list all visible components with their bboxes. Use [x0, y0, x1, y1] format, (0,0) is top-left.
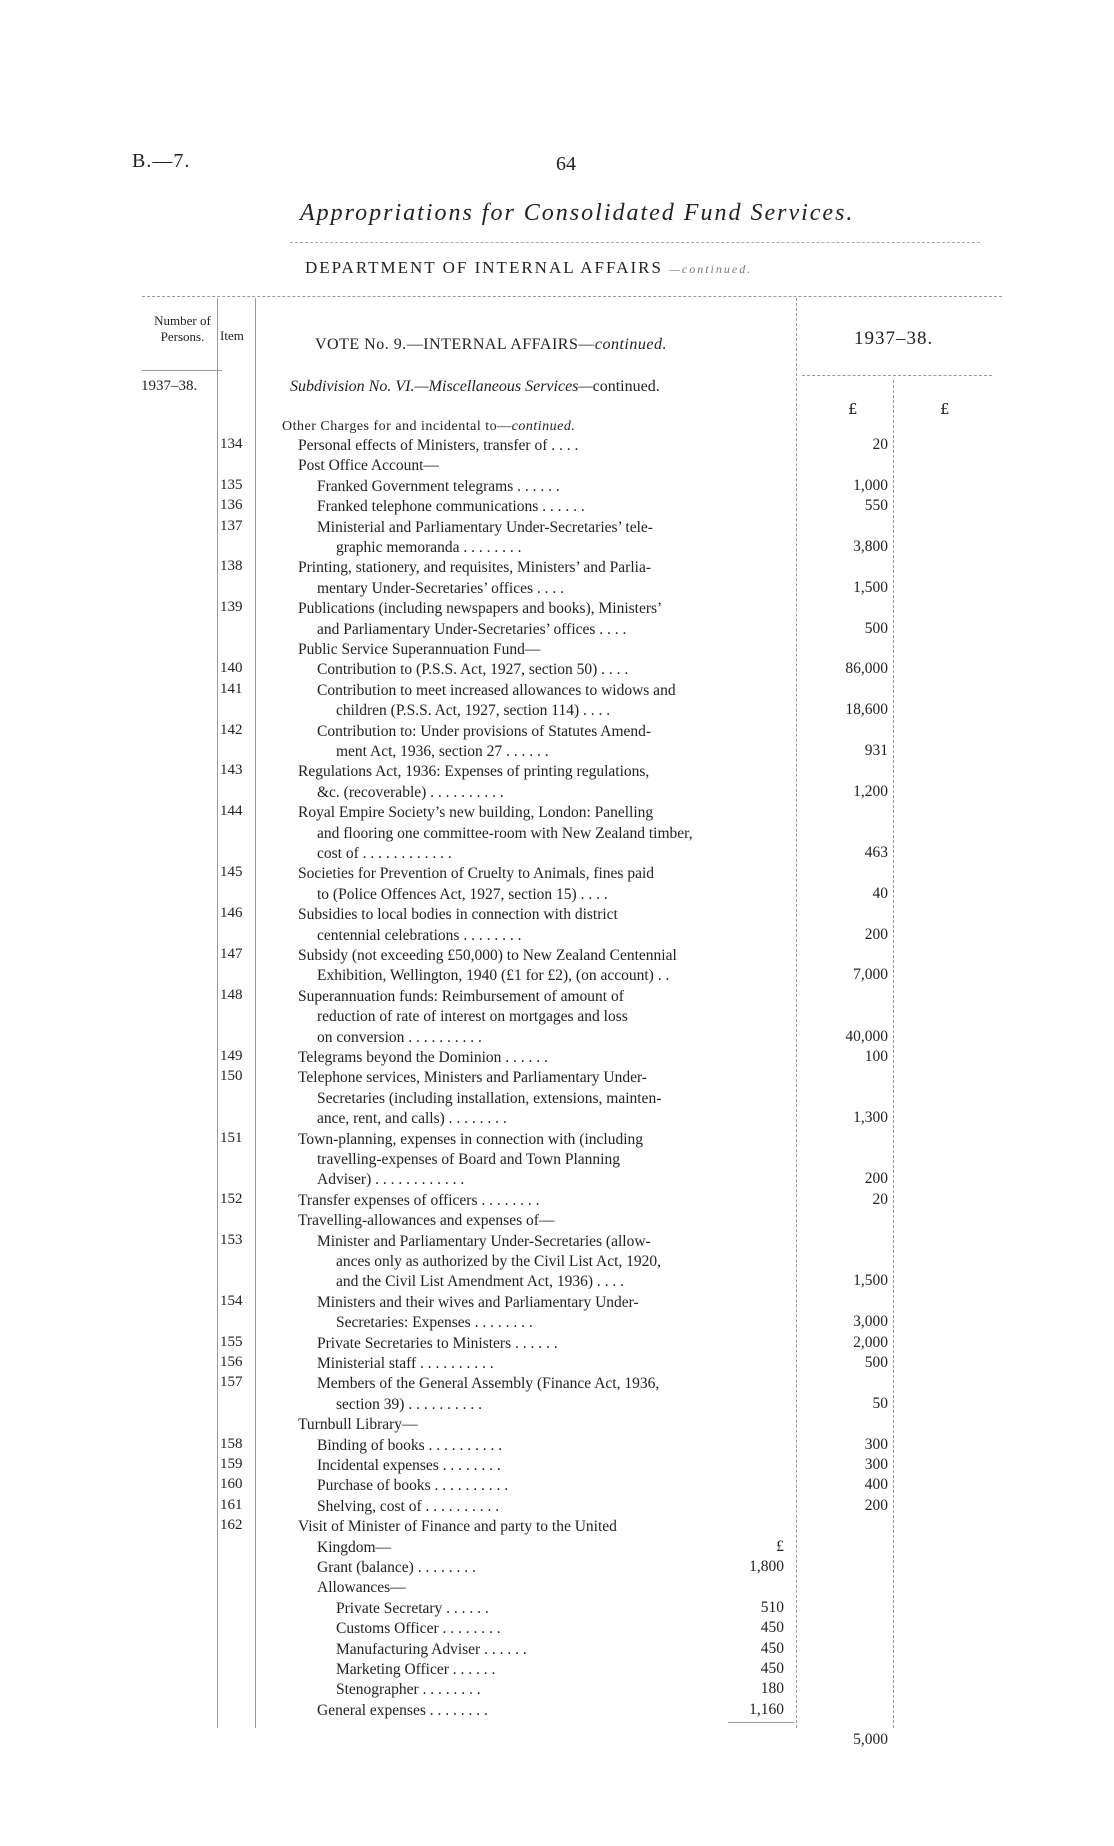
column-divider-item: [255, 298, 256, 1728]
line-description: on conversion . . . . . . . . . .: [317, 1028, 482, 1046]
column-divider-description: [796, 298, 797, 1728]
line-description: Ministerial and Parliamentary Under-Secretaries’ tele-: [317, 518, 653, 536]
line-description: Post Office Account—: [298, 457, 439, 475]
line-amount: 40,000: [845, 1027, 888, 1045]
line-amount: 1,500: [853, 578, 888, 596]
item-number: 147: [220, 946, 243, 962]
line-description: Printing, stationery, and requisites, Ministers’ and Parlia-: [298, 559, 651, 577]
persons-header-rule: [142, 370, 222, 371]
line-description: Telephone services, Ministers and Parliamentary Under-: [298, 1069, 647, 1087]
line-description: Subsidies to local bodies in connection with district: [298, 906, 618, 924]
line-description: children (P.S.S. Act, 1927, section 114) . . . .: [336, 702, 611, 720]
item-number: 140: [220, 660, 243, 677]
line-amount: 550: [864, 497, 888, 515]
line-description: Contribution to (P.S.S. Act, 1927, section 50) . . . .: [317, 661, 629, 679]
line-description: ment Act, 1936, section 27 . . . . . .: [336, 743, 549, 760]
item-number: 148: [220, 986, 243, 1003]
line-description: Societies for Prevention of Cruelty to Animals, fines paid: [298, 865, 655, 883]
line-description: Customs Officer . . . . . . . .: [336, 1620, 501, 1638]
sub-amount: 450: [760, 1660, 784, 1677]
item-number: 144: [220, 803, 243, 820]
line-amount: 200: [864, 1170, 888, 1188]
line-description: Visit of Minister of Finance and party to the United: [298, 1518, 617, 1536]
line-description: Minister and Parliamentary Under-Secretaries (allow-: [317, 1232, 651, 1250]
item-number: 153: [220, 1231, 243, 1248]
line-description: Incidental expenses . . . . . . . .: [317, 1457, 501, 1474]
line-description: to (Police Offences Act, 1927, section 15) . . . .: [317, 885, 608, 903]
line-amount: 3,800: [853, 538, 888, 555]
line-description: Publications (including newspapers and books), Ministers’: [298, 600, 663, 618]
item-number: 141: [220, 680, 243, 697]
sub-amount: £: [776, 1537, 784, 1555]
subdivision-heading: Subdivision No. VI.—Miscellaneous Services—continued.: [290, 378, 660, 395]
line-amount: 1,300: [853, 1109, 888, 1127]
sub-amount: 450: [760, 1619, 784, 1637]
line-amount: 7,000: [853, 966, 888, 984]
line-description: Stenographer . . . . . . . .: [336, 1681, 481, 1699]
item-number: 154: [220, 1292, 243, 1309]
line-amount: 20: [872, 1190, 888, 1208]
line-description: Exhibition, Wellington, 1940 (£1 for £2), (on account) . .: [317, 967, 670, 985]
line-amount: 5,000: [853, 1731, 888, 1749]
line-description: and Parliamentary Under-Secretaries’ offices . . . .: [317, 620, 627, 638]
line-description: Adviser) . . . . . . . . . . . .: [317, 1171, 465, 1189]
line-description: &c. (recoverable) . . . . . . . . . .: [317, 783, 504, 801]
item-number: 143: [220, 762, 243, 779]
item-number: 155: [220, 1333, 243, 1350]
line-description: Telegrams beyond the Dominion . . . . . .: [298, 1049, 548, 1066]
line-amount: 200: [864, 925, 888, 943]
line-amount: 500: [864, 1354, 888, 1371]
line-description: Contribution to meet increased allowances to widows and: [317, 681, 676, 699]
amount-header-rule: [802, 375, 992, 376]
item-number: 160: [220, 1476, 243, 1493]
line-description: Superannuation funds: Reimbursement of amount of: [298, 987, 624, 1005]
currency-symbol-amount: £: [848, 400, 858, 418]
line-amount: 1,200: [853, 782, 888, 800]
line-amount: 300: [864, 1456, 888, 1473]
line-description: Transfer expenses of officers . . . . . . . .: [298, 1191, 540, 1209]
line-amount: 931: [864, 742, 888, 759]
sub-amount: 510: [760, 1598, 784, 1616]
line-amount: 463: [864, 844, 888, 861]
line-amount: 1,500: [853, 1272, 888, 1290]
sub-amount: 1,160: [749, 1700, 784, 1718]
line-description: Subsidy (not exceeding £50,000) to New Zealand Centennial: [298, 947, 677, 964]
column-divider-amount: [893, 380, 894, 1728]
item-number: 146: [220, 905, 243, 922]
page-number: 64: [556, 153, 576, 175]
item-number: 139: [220, 599, 243, 616]
item-number: 136: [220, 497, 243, 514]
line-description: Marketing Officer . . . . . .: [336, 1661, 496, 1678]
item-number: 158: [220, 1435, 243, 1452]
column-header-year: 1937–38.: [854, 328, 934, 349]
other-charges-heading: Other Charges for and incidental to—continued.: [282, 419, 576, 434]
line-description: Kingdom—: [317, 1538, 392, 1556]
item-number: 151: [220, 1129, 243, 1146]
line-amount: 300: [864, 1435, 888, 1453]
line-description: reduction of rate of interest on mortgages and loss: [317, 1008, 628, 1026]
line-amount: 400: [864, 1476, 888, 1494]
line-description: Ministers and their wives and Parliamentary Under-: [317, 1293, 639, 1311]
item-number: 161: [220, 1496, 243, 1513]
sub-amount: 450: [760, 1639, 784, 1657]
sub-amount: 180: [760, 1680, 784, 1698]
column-divider-persons: [217, 298, 218, 1728]
line-amount: 200: [864, 1496, 888, 1514]
item-number: 138: [220, 558, 243, 575]
line-description: section 39) . . . . . . . . . .: [336, 1395, 482, 1413]
line-description: Royal Empire Society’s new building, London: Panelling: [298, 804, 654, 822]
persons-year-label: 1937–38.: [141, 378, 198, 394]
line-description: centennial celebrations . . . . . . . .: [317, 926, 522, 944]
line-description: Franked telephone communications . . . . . .: [317, 498, 585, 516]
line-amount: 50: [872, 1394, 888, 1412]
item-number: 159: [220, 1456, 243, 1472]
line-description: Public Service Superannuation Fund—: [298, 641, 541, 658]
line-description: graphic memoranda . . . . . . . .: [336, 539, 522, 556]
subtotal-rule: [728, 1722, 794, 1723]
line-description: Private Secretaries to Ministers . . . . . .: [317, 1334, 558, 1352]
column-header-number-of-persons: Number of Persons.: [154, 313, 211, 344]
line-description: ance, rent, and calls) . . . . . . . .: [317, 1110, 507, 1128]
line-amount: 18,600: [845, 701, 888, 719]
line-amount: 500: [864, 619, 888, 637]
line-amount: 20: [872, 436, 888, 453]
page-title: Appropriations for Consolidated Fund Services.: [300, 200, 855, 226]
column-header-item: Item: [220, 328, 244, 343]
line-amount: 1,000: [853, 476, 888, 494]
line-description: and the Civil List Amendment Act, 1936) . . . .: [336, 1273, 625, 1291]
line-description: Secretaries: Expenses . . . . . . . .: [336, 1314, 533, 1332]
item-number: 152: [220, 1190, 243, 1207]
line-description: Secretaries (including installation, extensions, mainten-: [317, 1089, 662, 1107]
department-heading: DEPARTMENT OF INTERNAL AFFAIRS —continued.: [305, 258, 753, 277]
line-description: Personal effects of Ministers, transfer of . . . .: [298, 437, 579, 454]
line-description: Town-planning, expenses in connection with (including: [298, 1130, 644, 1148]
line-amount: 2,000: [853, 1333, 888, 1351]
line-description: Grant (balance) . . . . . . . .: [317, 1559, 476, 1576]
line-description: Private Secretary . . . . . .: [336, 1599, 489, 1617]
line-description: Turnbull Library—: [298, 1416, 418, 1434]
line-description: Contribution to: Under provisions of Statutes Amend-: [317, 722, 652, 740]
item-number: 135: [220, 476, 243, 493]
line-description: Allowances—: [317, 1579, 406, 1597]
currency-symbol-total: £: [940, 400, 950, 418]
line-description: General expenses . . . . . . . .: [317, 1701, 488, 1719]
item-number: 156: [220, 1354, 243, 1370]
item-number: 134: [220, 436, 243, 452]
item-number: 162: [220, 1517, 243, 1534]
table-top-rule: [142, 296, 1002, 297]
line-description: Ministerial staff . . . . . . . . . .: [317, 1355, 494, 1372]
line-description: Regulations Act, 1936: Expenses of printing regulations,: [298, 763, 650, 781]
line-amount: 40: [872, 884, 888, 902]
line-description: Purchase of books . . . . . . . . . .: [317, 1477, 509, 1495]
line-description: and flooring one committee-room with New Zealand timber,: [317, 824, 693, 842]
item-number: 149: [220, 1048, 243, 1064]
sub-amount: 1,800: [749, 1558, 784, 1575]
item-number: 150: [220, 1068, 243, 1085]
line-description: travelling-expenses of Board and Town Planning: [317, 1151, 620, 1168]
line-amount: 3,000: [853, 1313, 888, 1331]
document-reference: B.—7.: [132, 150, 191, 172]
line-description: Shelving, cost of . . . . . . . . . .: [317, 1497, 500, 1515]
line-description: Members of the General Assembly (Finance Act, 1936,: [317, 1375, 660, 1393]
line-description: Manufacturing Adviser . . . . . .: [336, 1640, 527, 1658]
line-description: cost of . . . . . . . . . . . .: [317, 845, 452, 862]
line-amount: 86,000: [845, 660, 888, 678]
item-number: 142: [220, 721, 243, 738]
line-description: Travelling-allowances and expenses of—: [298, 1212, 555, 1230]
item-number: 157: [220, 1374, 243, 1391]
line-amount: 100: [864, 1048, 888, 1065]
line-description: Franked Government telegrams . . . . . .: [317, 477, 560, 495]
item-number: 137: [220, 517, 243, 534]
line-description: mentary Under-Secretaries’ offices . . . .: [317, 579, 565, 597]
vote-heading: VOTE No. 9.—INTERNAL AFFAIRS—continued.: [315, 336, 667, 353]
line-description: ances only as authorized by the Civil List Act, 1920,: [336, 1253, 662, 1270]
title-rule: [290, 242, 980, 243]
line-description: Binding of books . . . . . . . . . .: [317, 1436, 503, 1454]
item-number: 145: [220, 864, 243, 881]
